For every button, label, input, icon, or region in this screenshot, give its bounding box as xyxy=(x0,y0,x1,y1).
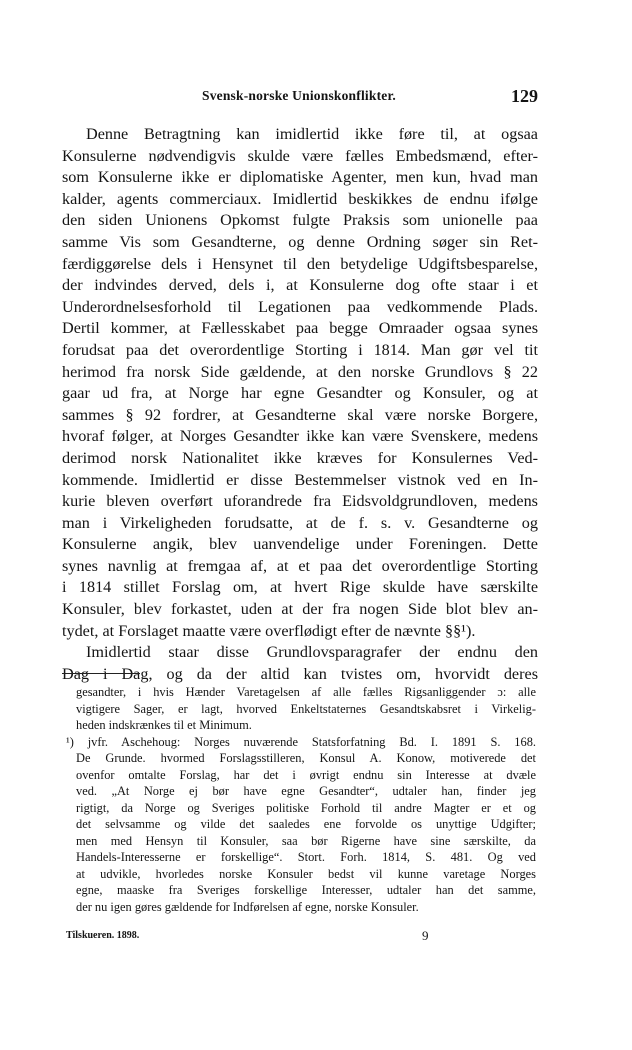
footnote-line: ovenfor omtalte Forslag, har det i øvrigt endnu sin Interesse at dvæle xyxy=(76,767,536,782)
paragraph-line: Imidlertid staar disse Grundlovsparagrafer der endnu den xyxy=(86,643,538,662)
footnote-line: der nu igen gøres gældende for Indførelsen af egne, norske Konsuler. xyxy=(76,899,419,914)
footnote-line: gesandter, i hvis Hænder Varetagelsen af alle fælles Rigsanliggender ɔ: alle xyxy=(76,685,536,699)
paragraph-line: i 1814 stillet Forslag om, at hvert Rige skulde have særskilte xyxy=(62,578,538,597)
footnotes xyxy=(66,684,536,915)
paragraph-line: Konsulerne nødvendigvis skulde være fælles Embedsmænd, efter- xyxy=(62,146,538,165)
footnote-line: det selvsamme og vilde det saaledes ene forvolde os unyttige Udgifter; xyxy=(76,817,536,831)
paragraph-line: Konsulerne angik, blev uanvendelige under Foreningen. Dette xyxy=(62,535,538,554)
paragraph-line: herimod fra norsk Side gældende, at den norske Grundlovs § 22 xyxy=(62,362,538,381)
paragraph-line: derimod norsk Nationalitet ikke kræves for Konsulernes Ved- xyxy=(62,448,538,467)
paragraph-line: der indvindes derved, dels i, at Konsulerne dog ofte staar i et xyxy=(62,276,538,295)
footnote-line: at udvikle, hvorledes norske Konsuler bedst vil kunne varetage Norges xyxy=(76,866,536,881)
footnote-line: egne, maaske fra Sveriges forskellige Interesser, udtaler han det samme, xyxy=(76,883,536,897)
running-title: Svensk-norske Unionskonflikter. xyxy=(201,88,396,103)
paragraph-line: Underordnelsesforhold til Legationen paa vedkommende Plads. xyxy=(62,297,538,316)
paragraph-line: kalder, agents commerciaux. Imidlertid beskikkes de endnu ifølge xyxy=(62,189,538,208)
paragraph-line: Dertil kommer, at Fællesskabet paa begge Omraader ogsaa synes xyxy=(62,319,538,338)
paragraph-line: gaar ud fra, at Norge har egne Gesandter og Konsuler, og at xyxy=(62,384,538,403)
paragraph-line: færdiggørelse dels i Hensynet til den betydelige Udgiftsbesparelse, xyxy=(62,254,538,273)
paragraph-line: kommende. Imidlertid er disse Bestemmelser vistnok ved en In- xyxy=(62,470,538,489)
footnote-line: ved. „At Norge ej bør have egne Gesandter“, udtaler han, finder jeg xyxy=(76,784,536,798)
paragraph-line: tydet, at Forslaget maatte være overflødigt efter de nævnte §§¹). xyxy=(62,621,476,640)
paragraph-line: den siden Unionens Opkomst fulgte Praksis som unionelle paa xyxy=(62,211,538,230)
page-footer xyxy=(66,930,486,948)
footnote-line: De Grunde. hvormed Forslagsstilleren, Konsul A. Konow, motiverede det xyxy=(76,751,536,765)
paragraph-line: sammes § 92 fordrer, at Gesandterne skal være norske Borgere, xyxy=(62,405,538,424)
paragraph-line: som Konsulerne ikke er diplomatiske Agenter, men kun, hvad man xyxy=(62,168,538,187)
sheet-number: 9 xyxy=(422,928,429,943)
footnote-line: Handels-Interesserne er forskellige“. Stort. Forh. 1814, S. 481. Og ved xyxy=(76,850,536,864)
paragraph-line: hvoraf følger, at Norges Gesandter ikke kan være Svenskere, medens xyxy=(62,427,538,446)
page-number: 129 xyxy=(511,86,538,106)
paragraph-line: synes navnlig at fremgaa af, at et paa det overordentlige Storting xyxy=(62,556,538,575)
paragraph-line: man i Virkeligheden forudsatte, at de f. s. v. Gesandterne og xyxy=(62,513,538,532)
paragraph-line: samme Vis som Gesandterne, og denne Ordning søger sin Ret- xyxy=(62,232,538,251)
paragraph-line: Denne Betragtning kan imidlertid ikke føre til, at ogsaa xyxy=(86,125,538,143)
body-text xyxy=(62,124,538,685)
footnote-line: heden indskrænkes til et Minimum. xyxy=(76,718,252,732)
footnote-line: ¹) jvfr. Aschehoug: Norges nuværende Statsforfatning Bd. I. 1891 S. 168. xyxy=(66,734,536,749)
footnote-line: vigtigere Sager, er lagt, hvorved Enkeltstaternes Gesandtskabsret i Virkelig- xyxy=(76,701,536,716)
paragraph-line: forudsat paa det overordentlige Storting i 1814. Man gør vel tit xyxy=(62,340,538,359)
footnote-line: men med Hensyn til Konsuler, saa bør Rigerne have sine særskilte, da xyxy=(76,833,536,848)
footnote-separator xyxy=(62,673,140,674)
paragraph-line: Dag i Dag, og da der altid kan tvistes om, hvorvidt deres xyxy=(62,664,538,683)
footnote-line: rigtigt, da Norge og Sveriges politiske Forhold til andre Magter er et og xyxy=(76,800,536,815)
page-header xyxy=(60,86,538,110)
signature-mark: Tilskueren. 1898. xyxy=(66,930,140,941)
paragraph-line: Konsuler, blev forkastet, uden at der fra nogen Side blot blev an- xyxy=(62,600,538,619)
paragraph-line: kurie bleven overført uforandrede fra Eidsvoldgrundloven, medens xyxy=(62,492,538,511)
